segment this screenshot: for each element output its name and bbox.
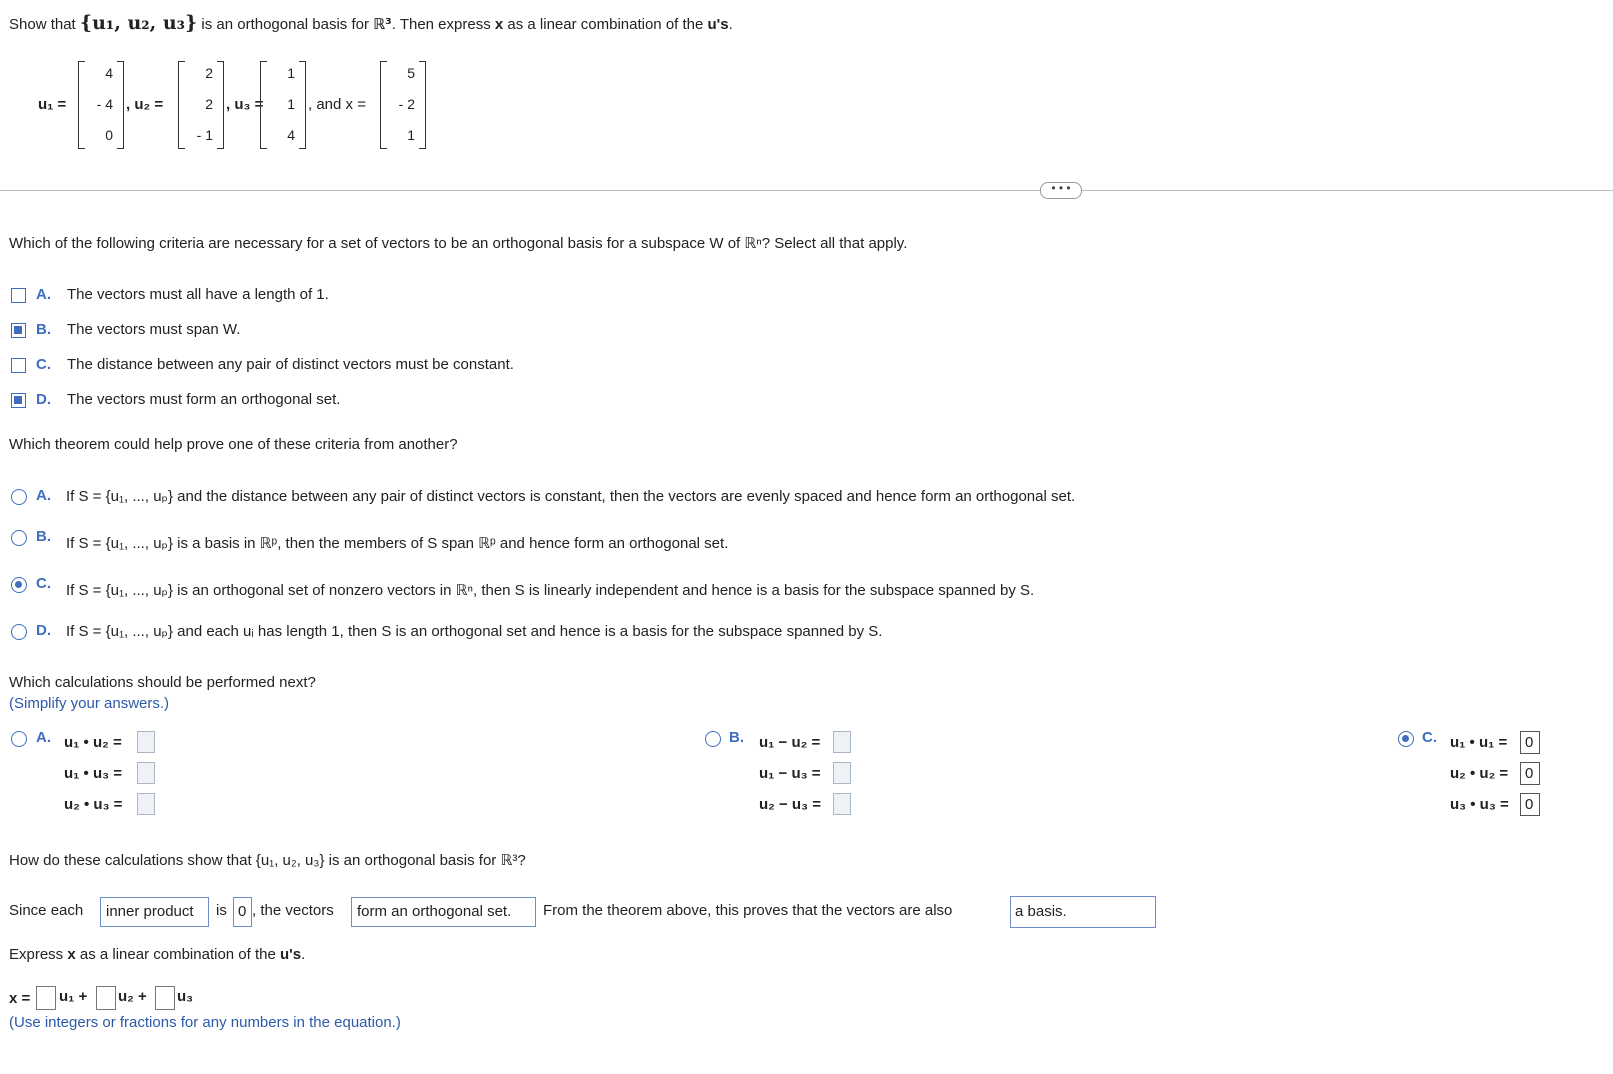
q3b-row3-label: u₂ − u₃ =	[759, 796, 821, 813]
q3c-row2-input[interactable]	[1520, 762, 1540, 785]
q5-term3: u₃	[177, 988, 194, 1005]
q4-blank-orthogonal-set[interactable]: form an orthogonal set.	[351, 897, 536, 927]
u1-entry-1: 4	[105, 65, 113, 81]
q5-x-symbol: x	[67, 946, 76, 963]
q3a-row1-label: u₁ • u₂ =	[64, 734, 122, 751]
expand-more-button[interactable]: • • •	[1040, 182, 1082, 199]
q3a-row3-input[interactable]	[137, 793, 155, 815]
q2-option-d-text[interactable]: If S = {u₁, ..., uₚ} and each uᵢ has length 1, then S is an orthogonal set and hence is a basis for the subspace spanned by S.	[66, 623, 883, 640]
x-entry-3: 1	[407, 127, 415, 143]
q3-radio-c[interactable]	[1398, 731, 1414, 747]
q4-from-theorem: From the theorem above, this proves that the vectors are also	[543, 902, 953, 919]
q2-radio-d[interactable]	[11, 624, 27, 640]
q1-option-b-text[interactable]: The vectors must span W.	[67, 321, 241, 338]
q3c-row3-label: u₃ • u₃ =	[1450, 796, 1509, 813]
section-divider	[0, 190, 1613, 191]
q4-the-vectors: , the vectors	[252, 902, 334, 919]
problem-statement	[9, 12, 733, 34]
q1-option-d-text[interactable]: The vectors must form an orthogonal set.	[67, 391, 341, 408]
q2-radio-c[interactable]	[11, 577, 27, 593]
q3-radio-b[interactable]	[705, 731, 721, 747]
q2-option-b-text[interactable]: If S = {u₁, ..., uₚ} is a basis in ℝᵖ, then the members of S span ℝᵖ and hence form an orthogonal set.	[66, 535, 729, 552]
q2-letter-d: D.	[36, 622, 51, 639]
q3c-row3-input[interactable]	[1520, 793, 1540, 816]
x-label: , and x =	[308, 96, 366, 113]
q3c-row2-value: 0	[1525, 765, 1534, 782]
q4-is: is	[216, 902, 227, 919]
q3c-row1-value: 0	[1525, 734, 1534, 751]
q1-letter-c: C.	[36, 356, 51, 373]
q1-option-a-text[interactable]: The vectors must all have a length of 1.	[67, 286, 329, 303]
q1-prompt: Which of the following criteria are necessary for a set of vectors to be an orthogonal basis for a subspace W of ℝⁿ? Select all that apply.	[9, 235, 908, 252]
q2-radio-a[interactable]	[11, 489, 27, 505]
u3-matrix	[260, 61, 306, 149]
us-symbol: u's	[707, 16, 729, 33]
q1-checkbox-b[interactable]	[11, 323, 26, 338]
q5-us-symbol: u's	[280, 946, 302, 963]
q3a-row3-label: u₂ • u₃ =	[64, 796, 123, 813]
q5-coef2-input[interactable]	[96, 986, 116, 1010]
u3-label: , u₃ =	[226, 96, 264, 113]
u3-entry-2: 1	[287, 96, 295, 112]
q2-prompt: Which theorem could help prove one of these criteria from another?	[9, 436, 458, 453]
text-is-orth-basis: is an orthogonal basis for	[201, 16, 369, 33]
u2-label: , u₂ =	[126, 96, 164, 113]
u2-entry-3: - 1	[196, 127, 213, 143]
u2-matrix	[178, 61, 224, 149]
q5-eq-x: x =	[9, 990, 31, 1007]
q3-letter-a: A.	[36, 729, 51, 746]
q5-express: Express	[9, 946, 64, 963]
q5-term1: u₁ +	[59, 988, 88, 1005]
q5-period: .	[301, 946, 306, 963]
q4-blank-inner-product[interactable]: inner product	[100, 897, 209, 927]
q1-letter-a: A.	[36, 286, 51, 303]
q3b-row2-input[interactable]	[833, 762, 851, 784]
q4-since-each: Since each	[9, 902, 84, 919]
u1-label: u₁ =	[38, 96, 67, 113]
q3c-row1-input[interactable]	[1520, 731, 1540, 754]
text-show-that: Show that	[9, 16, 76, 33]
r3-symbol: ℝ³	[373, 15, 392, 33]
q3c-row2-label: u₂ • u₂ =	[1450, 765, 1509, 782]
q2-option-a-text[interactable]: If S = {u₁, ..., uₚ} and the distance between any pair of distinct vectors is constant, then the vectors are evenly spaced and hence form an orthogonal set.	[66, 488, 1076, 505]
text-lin-comb: as a linear combination of the	[507, 16, 704, 33]
q5-hint: (Use integers or fractions for any numbers in the equation.)	[9, 1014, 401, 1031]
q1-checkbox-c[interactable]	[11, 358, 26, 373]
x-matrix	[380, 61, 426, 149]
q3a-row1-input[interactable]	[137, 731, 155, 753]
q3c-row3-value: 0	[1525, 796, 1534, 813]
x-entry-1: 5	[407, 65, 415, 81]
u2-entry-1: 2	[205, 65, 213, 81]
u2-entry-2: 2	[205, 96, 213, 112]
q2-letter-a: A.	[36, 487, 51, 504]
q5-coef3-input[interactable]	[155, 986, 175, 1010]
u1-entry-3: 0	[105, 127, 113, 143]
text-then-express: . Then express	[391, 16, 491, 33]
q3b-row1-label: u₁ − u₂ =	[759, 734, 821, 751]
x-entry-2: - 2	[398, 96, 415, 112]
q3b-row3-input[interactable]	[833, 793, 851, 815]
q1-checkbox-d[interactable]	[11, 393, 26, 408]
q2-radio-b[interactable]	[11, 530, 27, 546]
q2-option-c-text[interactable]: If S = {u₁, ..., uₚ} is an orthogonal set of nonzero vectors in ℝⁿ, then S is linearly independent and hence is a basis for the subspace spanned by S.	[66, 582, 1035, 599]
period: .	[728, 16, 733, 33]
q4-blank-zero[interactable]: 0	[233, 897, 252, 927]
q3-hint: (Simplify your answers.)	[9, 695, 170, 712]
q3b-row1-input[interactable]	[833, 731, 851, 753]
q5-term2: u₂ +	[118, 988, 147, 1005]
q5-prompt	[9, 946, 305, 963]
q3c-row1-label: u₁ • u₁ =	[1450, 734, 1508, 751]
q3a-row2-label: u₁ • u₃ =	[64, 765, 122, 782]
q3-letter-c: C.	[1422, 729, 1437, 746]
q4-blank-basis[interactable]: a basis.	[1010, 896, 1156, 928]
q1-letter-b: B.	[36, 321, 51, 338]
x-symbol: x	[494, 16, 504, 33]
q5-coef1-input[interactable]	[36, 986, 56, 1010]
q3a-row2-input[interactable]	[137, 762, 155, 784]
q3-prompt: Which calculations should be performed next?	[9, 674, 316, 691]
q5-lin-comb: as a linear combination of the	[79, 946, 276, 963]
q1-option-c-text[interactable]: The distance between any pair of distinct vectors must be constant.	[67, 356, 514, 373]
u1-entry-2: - 4	[96, 96, 113, 112]
q1-letter-d: D.	[36, 391, 51, 408]
u1-matrix	[78, 61, 124, 149]
q3b-row2-label: u₁ − u₃ =	[759, 765, 821, 782]
u3-entry-3: 4	[287, 127, 295, 143]
q2-letter-c: C.	[36, 575, 51, 592]
basis-set: {u₁, u₂, u₃}	[79, 12, 198, 34]
q2-letter-b: B.	[36, 528, 51, 545]
q3-radio-a[interactable]	[11, 731, 27, 747]
u3-entry-1: 1	[287, 65, 295, 81]
q3-letter-b: B.	[729, 729, 744, 746]
q4-prompt: How do these calculations show that {u₁, u₂, u₃} is an orthogonal basis for ℝ³?	[9, 852, 526, 869]
q1-checkbox-a[interactable]	[11, 288, 26, 303]
